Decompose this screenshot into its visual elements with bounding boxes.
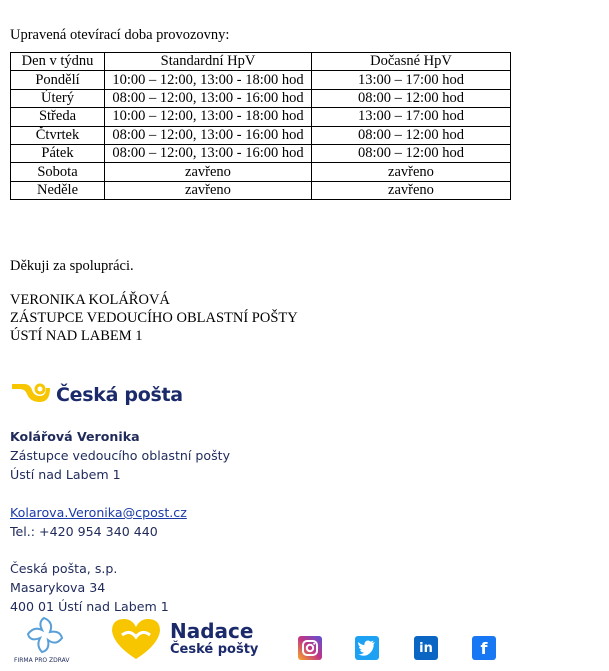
firma-logo-text: FIRMA PRO ZDRAVÍ	[14, 657, 70, 664]
day-cell: Pátek	[11, 144, 105, 162]
temporary-hours-cell: 13:00 – 17:00 hod	[312, 71, 511, 89]
signature-title: ZÁSTUPCE VEDOUCÍHO OBLASTNÍ POŠTY	[10, 310, 298, 326]
card-name: Kolářová Veronika	[10, 429, 140, 444]
card-phone: Tel.: +420 954 340 440	[10, 524, 158, 539]
logo-text: Česká pošta	[56, 383, 183, 406]
day-cell: Čtvrtek	[11, 126, 105, 144]
card-street: Masarykova 34	[10, 580, 106, 595]
standard-hours-cell: 08:00 – 12:00, 13:00 - 16:00 hod	[105, 89, 312, 107]
facebook-glyph: f	[480, 638, 488, 658]
instagram-icon[interactable]	[298, 636, 322, 660]
standard-hours-cell: 08:00 – 12:00, 13:00 - 16:00 hod	[105, 144, 312, 162]
signature-name: VERONIKA KOLÁŘOVÁ	[10, 292, 170, 308]
day-cell: Sobota	[11, 163, 105, 181]
standard-hours-cell: 10:00 – 12:00, 13:00 - 18:00 hod	[105, 108, 312, 126]
card-title: Zástupce vedoucího oblastní pošty	[10, 448, 231, 463]
thanks-text: Děkuji za spolupráci.	[10, 258, 134, 274]
temporary-hours-cell: 08:00 – 12:00 hod	[312, 144, 511, 162]
table-row	[11, 181, 511, 199]
temporary-hours-cell: zavřeno	[312, 163, 511, 181]
table-row	[11, 126, 511, 144]
column-header-temporary: Dočasné HpV	[312, 53, 511, 71]
facebook-icon[interactable]	[472, 636, 496, 660]
day-cell: Středa	[11, 108, 105, 126]
table-row	[11, 144, 511, 162]
day-cell: Úterý	[11, 89, 105, 107]
table-row	[11, 71, 511, 89]
standard-hours-cell: 10:00 – 12:00, 13:00 - 18:00 hod	[105, 71, 312, 89]
intro-text: Upravená otevírací doba provozovny:	[10, 27, 230, 43]
opening-hours-table	[10, 52, 511, 200]
nadace-logo	[108, 615, 258, 663]
standard-hours-cell: zavřeno	[105, 181, 312, 199]
nadace-line1: Nadace	[170, 619, 254, 643]
twitter-icon[interactable]	[355, 636, 379, 660]
day-cell: Pondělí	[11, 71, 105, 89]
column-header-standard: Standardní HpV	[105, 53, 312, 71]
post-horn-icon	[10, 380, 50, 409]
table-row	[11, 163, 511, 181]
card-city: 400 01 Ústí nad Labem 1	[10, 599, 169, 614]
standard-hours-cell: 08:00 – 12:00, 13:00 - 16:00 hod	[105, 126, 312, 144]
signature-office: ÚSTÍ NAD LABEM 1	[10, 328, 143, 344]
day-cell: Neděle	[11, 181, 105, 199]
firma-pro-zdravi-logo	[10, 616, 70, 666]
table-header-row	[11, 53, 511, 71]
temporary-hours-cell: 13:00 – 17:00 hod	[312, 108, 511, 126]
temporary-hours-cell: zavřeno	[312, 181, 511, 199]
linkedin-icon[interactable]	[414, 636, 438, 660]
card-office: Ústí nad Labem 1	[10, 467, 121, 482]
card-company: Česká pošta, s.p.	[10, 561, 118, 576]
ceska-posta-logo	[10, 380, 183, 409]
standard-hours-cell: zavřeno	[105, 163, 312, 181]
linkedin-glyph: in	[419, 640, 433, 656]
temporary-hours-cell: 08:00 – 12:00 hod	[312, 126, 511, 144]
table-row	[11, 89, 511, 107]
column-header-day: Den v týdnu	[11, 53, 105, 71]
nadace-heart-icon	[108, 615, 164, 663]
email-link[interactable]: Kolarova.Veronika@cpost.cz	[10, 505, 187, 520]
nadace-line2: České pošty	[170, 642, 259, 657]
temporary-hours-cell: 08:00 – 12:00 hod	[312, 89, 511, 107]
table-row	[11, 108, 511, 126]
